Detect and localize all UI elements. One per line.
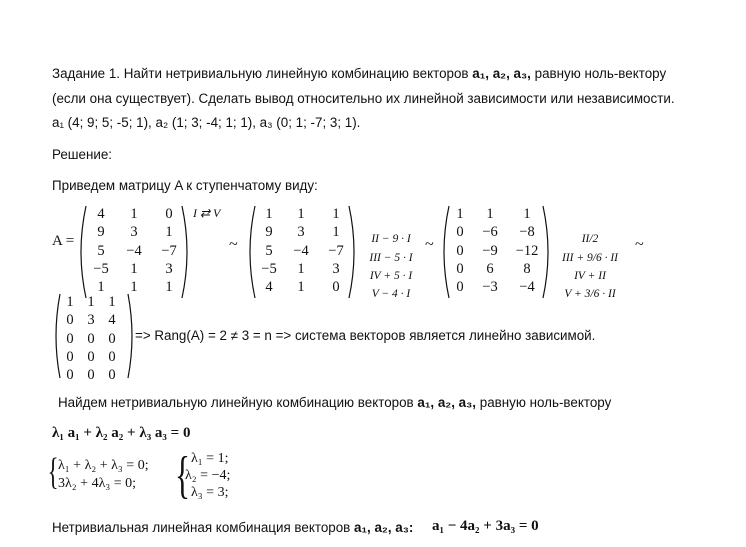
m4-row — [60, 348, 122, 366]
m3-cell: −6 — [482, 224, 498, 241]
m3-cell: −8 — [519, 224, 535, 241]
lambda-3-value: λ₃ = 3; — [191, 485, 229, 500]
m4-cell: 0 — [108, 348, 116, 365]
m3-cell: 1 — [456, 206, 464, 222]
find-vectors: a₁, a₂, a₃, — [417, 395, 477, 410]
system-eq-2: 3λ₂ + 4λ₃ = 0; — [58, 476, 137, 491]
m1-cell: 3 — [165, 260, 173, 277]
m1-cell: 1 — [165, 279, 173, 296]
m1-row — [86, 205, 186, 223]
m1-cell: −4 — [126, 242, 142, 259]
m4-row — [60, 311, 122, 329]
m1-cell: 3 — [130, 224, 138, 241]
final-result: a₁ − 4a₂ + 3a₃ = 0 — [432, 518, 539, 534]
m2-row — [255, 223, 353, 241]
m2-row — [255, 205, 353, 223]
m1-row — [86, 260, 186, 278]
combination-equation: λ₁ a₁ + λ₂ a₂ + λ₃ a₃ = 0 — [52, 425, 191, 441]
task-text-suffix: равную ноль-вектору — [534, 66, 667, 81]
m2-cell: 3 — [297, 224, 305, 241]
task-text: Задание 1. Найти нетривиальную линейную комбинацию векторов — [52, 66, 469, 81]
m2-row — [255, 260, 353, 278]
m4-row — [60, 330, 122, 348]
m1-cell: 0 — [165, 206, 173, 222]
m4-cell: 0 — [87, 367, 95, 384]
m4-cell: 0 — [66, 367, 74, 384]
lambda-2-value: λ₂ = −4; — [185, 468, 231, 483]
m2-cell: 1 — [332, 206, 340, 222]
m1-cell: 1 — [130, 206, 138, 222]
row-operation — [360, 212, 422, 230]
system-left — [58, 457, 149, 493]
final-text: Нетривиальная линейная комбинация векторов — [52, 520, 351, 535]
task-vectors: a₁, a₂, a₃, — [472, 66, 531, 81]
final-line — [52, 520, 413, 535]
row-operation — [550, 212, 630, 230]
m3-cell: 1 — [523, 206, 531, 222]
m2-cell: 1 — [297, 260, 305, 277]
m2-cell: 3 — [332, 260, 340, 277]
row-operation: V − 4 · I — [371, 288, 411, 301]
tilde-1: ~ — [229, 236, 238, 253]
m3-row — [449, 278, 545, 296]
system-right-brace: { — [174, 447, 190, 504]
m1-cell: −5 — [93, 260, 109, 277]
matrix-3 — [449, 205, 545, 296]
m1-cell: 1 — [130, 279, 138, 296]
find-text: Найдем нетривиальную линейную комбинацию векторов — [58, 395, 414, 410]
ops-2 — [360, 212, 422, 303]
m3-cell: 8 — [523, 260, 531, 277]
m3-row — [449, 205, 545, 223]
swap-label: I ⇄ V — [193, 206, 221, 220]
matrix-1 — [86, 205, 186, 296]
row-operation: II − 9 · I — [371, 233, 411, 246]
m3-cell: 0 — [456, 279, 464, 296]
m3-cell: 6 — [486, 260, 494, 277]
find-line — [58, 395, 611, 410]
m4-cell: 1 — [87, 294, 95, 310]
m2-row — [255, 242, 353, 260]
row-operation: III + 9/6 · II — [562, 251, 618, 264]
matrix-2 — [255, 205, 353, 296]
m1-cell: 1 — [130, 260, 138, 277]
tilde-2: ~ — [425, 236, 434, 253]
m2-cell: 0 — [332, 279, 340, 296]
m4-cell: 4 — [108, 312, 116, 329]
rank-conclusion: => Rang(A) = 2 ≠ 3 = n => система векторов является линейно зависимой. — [135, 328, 596, 343]
lambda-1-value: λ₁ = 1; — [191, 451, 229, 466]
task-line-2: (если она существует). Сделать вывод относительно их линейной зависимости или независимости. — [52, 91, 675, 106]
task-line-3: a₁ (4; 9; 5; -5; 1), a₂ (1; 3; -4; 1; 1), a₃ (0; 1; -7; 3; 1). — [52, 115, 361, 130]
m4-cell: 0 — [66, 348, 74, 365]
m3-cell: −12 — [515, 242, 539, 259]
m3-cell: −4 — [519, 279, 535, 296]
m4-cell: 3 — [87, 312, 95, 329]
m3-cell: 0 — [456, 260, 464, 277]
m3-row — [449, 260, 545, 278]
m4-cell: 0 — [108, 330, 116, 347]
m4-row — [60, 293, 122, 311]
m3-cell: −9 — [482, 242, 498, 259]
m3-row — [449, 223, 545, 241]
m2-cell: 1 — [332, 224, 340, 241]
m4-cell: 1 — [108, 294, 116, 310]
m2-cell: 4 — [265, 279, 273, 296]
m4-cell: 0 — [66, 330, 74, 347]
m2-cell: 1 — [297, 206, 305, 222]
m2-cell: −7 — [328, 242, 344, 259]
m2-cell: 5 — [265, 242, 273, 259]
m1-cell: 1 — [97, 279, 105, 296]
solution-label: Решение: — [52, 147, 113, 162]
m2-cell: −5 — [261, 260, 277, 277]
m2-row — [255, 278, 353, 296]
find-text-suffix: равную ноль-вектору — [479, 395, 612, 410]
reduce-intro: Приведем матрицу A к ступенчатому виду: — [52, 178, 318, 193]
m4-cell: 0 — [87, 348, 95, 365]
m1-cell: 4 — [97, 206, 105, 222]
m4-cell: 0 — [66, 312, 74, 329]
matrix-4 — [60, 293, 122, 384]
tilde-3: ~ — [635, 236, 644, 253]
m1-cell: 1 — [165, 224, 173, 241]
m1-row — [86, 223, 186, 241]
final-vectors: a₁, a₂, a₃: — [354, 520, 414, 535]
m1-cell: 9 — [97, 224, 105, 241]
m3-cell: 0 — [456, 224, 464, 241]
m2-cell: 1 — [297, 279, 305, 296]
m4-cell: 1 — [66, 294, 74, 310]
m3-row — [449, 242, 545, 260]
row-operation: II/2 — [581, 233, 599, 246]
matrix-label: A = — [52, 233, 75, 249]
task-line-1 — [52, 66, 666, 81]
m2-cell: 9 — [265, 224, 273, 241]
m4-cell: 0 — [87, 330, 95, 347]
system-eq-1: λ₁ + λ₂ + λ₃ = 0; — [58, 458, 149, 473]
system-left-brace: { — [47, 451, 59, 493]
row-operation: IV + II — [574, 269, 606, 282]
m3-cell: 1 — [486, 206, 494, 222]
m1-cell: 5 — [97, 242, 105, 259]
m2-cell: −4 — [293, 242, 309, 259]
ops-3 — [550, 212, 630, 303]
m4-row — [60, 366, 122, 384]
m4-cell: 0 — [108, 367, 116, 384]
m3-cell: 0 — [456, 242, 464, 259]
m1-row — [86, 242, 186, 260]
row-operation: IV + 5 · I — [369, 269, 413, 282]
m1-cell: −7 — [161, 242, 177, 259]
row-operation: III − 5 · I — [369, 251, 413, 264]
system-right — [185, 450, 230, 501]
row-operation: V + 3/6 · II — [564, 288, 616, 301]
m2-cell: 1 — [265, 206, 273, 222]
m3-cell: −3 — [482, 279, 498, 296]
